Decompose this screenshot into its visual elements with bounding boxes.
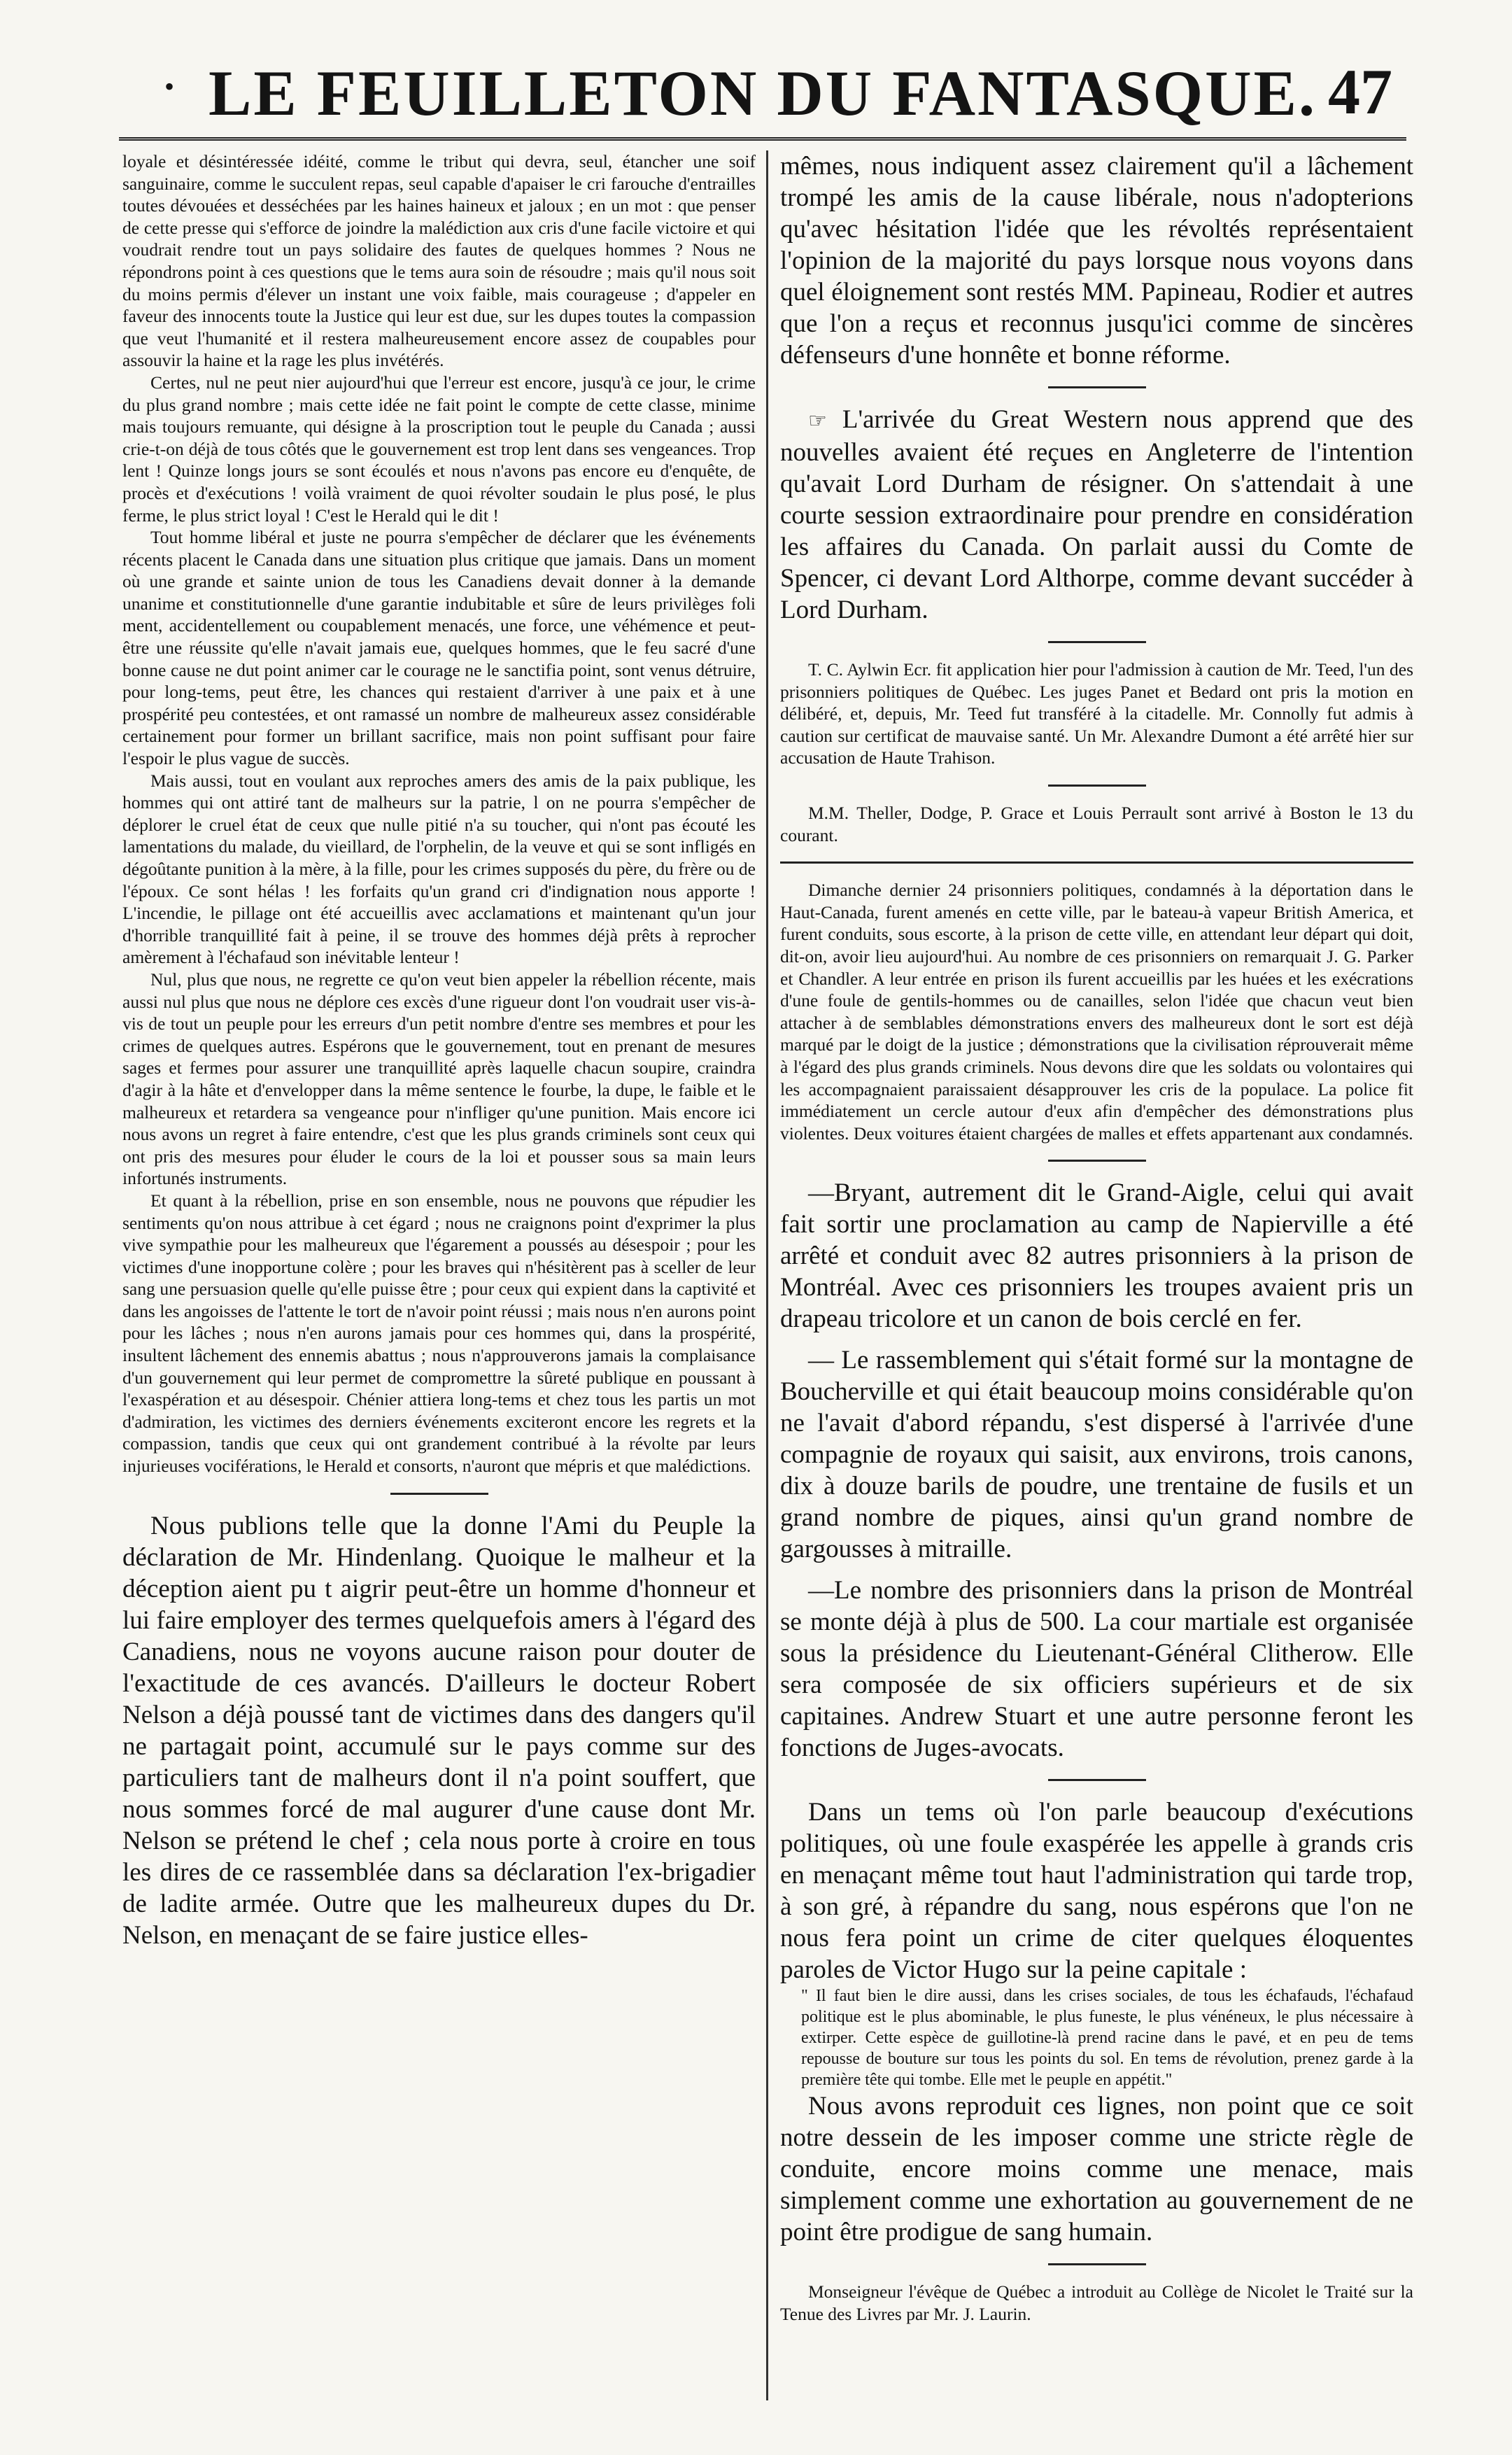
columns <box>105 150 1420 2414</box>
article-paragraph: Mais aussi, tout en voulant aux reproches amers des amis de la paix publique, les hommes qui ont attiré tant de malheurs sur la patrie, l on ne pourra s'empêcher de déplorer le cruel état de ceux que nulle pitié n'a su toucher, qui n'ont pas écouté les lamentations du malade, du vieillard, de l'orphelin, de la veuve et qui se sont infligés en dégoûtante punition à la mère, à la fille, pour les crimes supposés du père, du frère ou de l'époux. Ce sont hélas ! les forfaits qu'un grand cri d'indignation nous apporte ! L'incendie, le pillage ont été accueillis avec acclamations et maintenant qu'un jour d'horrible tranquillité fait à peine, il se trouve des hommes déjà prêts à reprocher amèrement à l'échafaud son inévitable lenteur ! <box>122 770 756 968</box>
news-item: T. C. Aylwin Ecr. fit application hier pour l'admission à caution de Mr. Teed, l'un des prisonniers politiques de Québec. Les juges Panet et Bedard ont pris la motion en délibéré, et, depuis, Mr. Teed fut transféré à la citadelle. Mr. Connolly fut admis à caution sur certificat de mauvaise santé. Un Mr. Alexandre Dumont a été arrêté hier sur accusation de Haute Trahison. <box>780 659 1413 768</box>
quotation <box>780 1985 1413 2090</box>
page-title: LE FEUILLETON DU FANTASQUE. <box>209 57 1317 129</box>
page-number: 47 <box>1328 56 1392 127</box>
header-bullet: • <box>164 71 175 102</box>
news-item: —Le nombre des prisonniers dans la prison de Montréal se monte déjà à plus de 500. La cour martiale est organisée sous la présidence du Lieutenant-Général Clitherow. Elle sera composée de six officiers supérieurs et de six capitaines. Andrew Stuart et une autre personne feront les fonctions de Juges-avocats. <box>780 1576 1413 1763</box>
newspaper-page <box>105 49 1420 2414</box>
article-paragraph: Tout homme libéral et juste ne pourra s'empêcher de déclarer que les événements récents placent le Canada dans une situation plus critique que jamais. Dans un moment où une grande et sainte union de tous les Canadiens devait donner à la demande unanime et constitutionnelle d'une garantie indubitable et sûre de leurs privilèges foli ment, accidentellement ou coupablement menacés, une force, une véhémence et peut-être une réussite qu'elle n'avait jamais eue, quelques hommes, que le feu sacré d'une bonne cause ne dut point animer car le courage ne le sanctifia point, sont venus détruire, pour long-tems, peut être, les chances qui restaient d'arriver à une paix et à une prospérité peu contestées, et ont ramassé un nombre de malheureux assez considérable certainement pour former un brillant sacrifice, mais non point suffisant pour faire l'espoir le plus vague de succès. <box>122 527 756 769</box>
article-paragraph: Nous avons reproduit ces lignes, non point que ce soit notre dessein de les imposer comme une stricte règle de conduite, encore moins comme une menace, mais simplement comme une exhortation au gouvernement de ne point être prodigue de sang humain. <box>780 2092 1413 2247</box>
article-paragraph: Certes, nul ne peut nier aujourd'hui que l'erreur est encore, jusqu'à ce jour, le crime du plus grand nombre ; mais cette idée ne fait point le compte de cette classe, minime mais toujours remuante, qui désigne à la proscription tout le peuple du Canada ; aussi crie-t-on déjà de tous côtés que le gouvernement est trop lent dans ses vengeances. Trop lent ! Quinze longs jours se sont écoulés et nous n'avons pas encore eu d'enquête, de procès et d'exécutions ! voilà vraiment de quoi révolter soudain le plus posé, le plus ferme, le plus strict loyal ! C'est le Herald qui le dit ! <box>122 372 756 526</box>
article-paragraph: mêmes, nous indiquent assez clairement qu'il a lâchement trompé les amis de la cause libérale, nous n'adopterions qu'avec hésitation l'idée que les révoltés représentaient l'opinion de la majorité du pays lorsque nous voyons dans quel éloignement sont restés MM. Papineau, Rodier et autres que l'on a reçus et reconnus jusqu'ici comme de sincères défenseurs d'une honnête et bonne réforme. <box>780 152 1413 370</box>
section-divider <box>1048 1779 1146 1781</box>
section-divider <box>390 1493 488 1495</box>
news-item <box>780 404 1413 626</box>
section-divider <box>780 861 1413 864</box>
masthead <box>105 49 1420 140</box>
news-item: Monseigneur l'évêque de Québec a introduit au Collège de Nicolet le Traité sur la Tenue des Livres par Mr. J. Laurin. <box>780 2281 1413 2324</box>
column-rule <box>766 150 768 2400</box>
quote-text: " Il faut bien le dire aussi, dans les crises sociales, de tous les échafauds, l'échafaud politique est le plus abominable, le plus funeste, le plus vénéneux, le plus nécessaire à extirper. Cette espèce de guillotine-là prend racine dans le pavé, et en peu de tems repousse de bouture sur tous les points du sol. En tems de révolution, prenez garde à la première tête qui tombe. Elle met le peuple en appétit." <box>801 1987 1413 2090</box>
article-paragraph: Dans un tems où l'on parle beaucoup d'exécutions politiques, où une foule exaspérée les appelle à grands cris en menaçant même tout haut l'administration qui tarde trop, à son gré, à répandre du sang, nous espérons que l'on ne nous fera point un crime de citer quelques éloquentes paroles de Victor Hugo sur la peine capitale : <box>780 1798 1413 1985</box>
section-divider <box>1048 641 1146 643</box>
left-column <box>122 150 756 2414</box>
news-item: —Bryant, autrement dit le Grand-Aigle, celui qui avait fait sortir une proclamation au camp de Napierville a été arrêté et conduit avec 82 autres prisonniers à la prison de Montréal. Avec ces prisonniers les troupes avaient pris un drapeau tricolore et un canon de bois cerclé en fer. <box>780 1179 1413 1334</box>
section-divider <box>1048 2263 1146 2265</box>
article-paragraph: Nous publions telle que la donne l'Ami du Peuple la déclaration de Mr. Hindenlang. Quoique le malheur et la déception aient pu t aigrir peut-être un homme d'honneur et lui faire employer des termes quelquefois amers à l'égard des Canadiens, nous ne voyons aucune raison pour douter de l'exactitude de ces avancés. D'ailleurs le docteur Robert Nelson a déjà poussé tant de victimes dans des dangers qu'il ne partagait point, accumulé sur le pays comme sur des particuliers tant de malheurs dont il n'a point souffert, que nous sommes forcé de mal augurer d'une cause dont Mr. Nelson se prétend le chef ; cela nous porte à croire en tous les dires de ce rassemblée dans sa déclaration l'ex-brigadier de ladite armée. Outre que les malheureux dupes du Dr. Nelson, en menaçant de se faire justice elles- <box>122 1511 756 1950</box>
right-column <box>780 150 1413 2414</box>
news-item-text: L'arrivée du Great Western nous apprend que des nouvelles avaient été reçues en Angleterre de l'intention qu'avait Lord Durham de résigner. On s'attendait à une courte session extraordinaire pour prendre en considération les affaires du Canada. On parlait aussi du Comte de Spencer, ci devant Lord Althorpe, comme devant succéder à Lord Durham. <box>780 405 1413 624</box>
pointing-hand-icon: ☞ <box>808 409 827 433</box>
header-rule <box>119 137 1406 141</box>
article-paragraph: Et quant à la rébellion, prise en son ensemble, nous ne pouvons que répudier les sentiments qu'on nous attribue à cet égard ; nous ne craignons point d'exprimer la plus vive sympathie pour les malheureux que l'égarement a poussés au désespoir ; pour les victimes d'une inopportune colère ; pour les braves qui n'hésitèrent pas à sceller de leur sang une persuasion quelle qu'elle puisse être ; pour ceux qui expient dans la captivité et dans les angoisses de l'attente le tort de n'avoir point réussi ; mais nous n'en aurons point pour les lâches ; nous n'en aurons jamais pour ces hommes qui, dans la prospérité, insultent lâchement des ennemis abattus ; nous n'approuverons jamais la complaisance d'un gouvernement qui leur permet de compromettre la sûreté publique en poussant à l'exaspération et au désespoir. Chénier attiera long-tems et chez tous les partis un mot d'admiration, les victimes des derniers événements exciteront encore les regrets et la compassion, tandis que ceux qui ont grandement contribué à la révolte par leurs injurieuses vociférations, le Herald et consorts, n'auront que mépris et que malédictions. <box>122 1190 756 1477</box>
news-item: — Le rassemblement qui s'était formé sur la montagne de Boucherville et qui était beaucoup moins considérable qu'on ne l'avait d'abord répandu, s'est dispersé à l'arrivée d'une compagnie de royaux qui saisit, aux environs, trois canons, dix à douze barils de poudre, une trentaine de fusils et un grand nombre de piques, ainsi qu'un grand nombre de gargousses à mitraille. <box>780 1346 1413 1564</box>
section-divider <box>1048 386 1146 388</box>
section-divider <box>1048 1160 1146 1162</box>
news-item: Dimanche dernier 24 prisonniers politiques, condamnés à la déportation dans le Haut-Canada, furent amenés en cette ville, par le bateau-à vapeur British America, et furent conduits, sous escorte, à la prison de cette ville, en attendant leur départ qui doit, dit-on, avoir lieu aujourd'hui. Au nombre de ces prisonniers on remarquait J. G. Parker et Chandler. A leur entrée en prison ils furent accueillis par les huées et les exécrations d'une foule de gentils-hommes ou de canailles, selon l'idée que chacun veut bien attacher à de semblables démonstrations envers des malheureux dont le sort est déjà marqué par le doigt de la justice ; démonstrations que la civilisation réprouverait même à l'égard des plus grands criminels. Nous devons dire que les soldats ou volontaires qui les accompagnaient paraissaient désapprouver les cris de la populace. La police fit immédiatement un cercle autour d'eux afin d'empêcher des démonstrations plus violentes. Deux voitures étaient chargées de malles et effets appartenant aux condamnés. <box>780 880 1413 1144</box>
section-divider <box>1048 785 1146 787</box>
article-paragraph: Nul, plus que nous, ne regrette ce qu'on veut bien appeler la rébellion récente, mais aussi nul plus que nous ne déplore ces excès d'une rigueur dont l'on voudrait user vis-à-vis de tout un peuple pour les erreurs d'un petit nombre d'entre ses membres et pour les crimes de quelques autres. Espérons que le gouvernement, tout en prenant de mesures sages et fermes pour assurer une tranquillité après laquelle chacun soupire, craindra d'agir à la hâte et d'envelopper dans la même sentence le fourbe, la dupe, le faible et le malheureux et retardera sa vengeance pour n'infliger qu'une punition. Mais encore ici nous avons un regret à faire entendre, c'est que les plus grands criminels sont ceux qui ont pris des mesures pour éluder le cours de la loi et pousser sous sa main leurs infortunés instruments. <box>122 969 756 1189</box>
news-item: M.M. Theller, Dodge, P. Grace et Louis Perrault sont arrivé à Boston le 13 du courant. <box>780 802 1413 845</box>
article-paragraph: loyale et désintéressée idéité, comme le tribut qui devra, seul, étancher une soif sanguinaire, comme le succulent repas, seul capable d'apaiser le cri farouche d'entrailles toutes dévouées et desséchées par les haines haineux et jaloux ; en un mot : que penser de cette presse qui s'efforce de joindre la malédiction aux cris d'une facile victoire et qui voudrait rendre tout un pays solidaire des fautes de quelques hommes ? Nous ne répondrons point à ces questions que le tems aura soin de résoudre ; mais qu'il nous soit du moins permis d'élever un instant une voix faible, mais courageuse ; d'appeler en faveur des innocents toute la Justice qui leur est due, sur les dupes toutes la compassion que veut l'humanité et il restera malheureusement encore assez de coupables pour assouvir la haine et la rage les plus invétérés. <box>122 151 756 371</box>
